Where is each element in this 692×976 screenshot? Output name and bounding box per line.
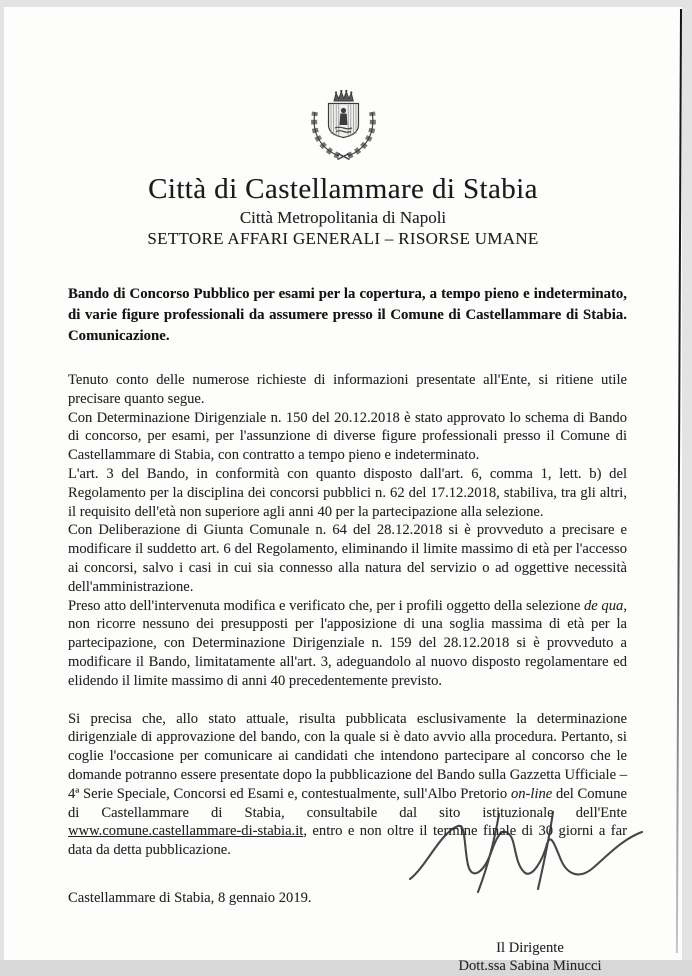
signature-name: Dott.ssa Sabina Minucci: [458, 958, 602, 975]
text-segment: Si precisa che, allo stato attuale, risulta pubblicata esclusivamente la determinazione dirigenziale di approvazione del bando, con la quale si è dato avvio alla procedura. Pertanto, si coglie l'occasione per comunicare ai candidati che intendono partecipare al concorso che le domande potranno essere presentate dopo la pubblicazione del Bando sulla Gazzetta Ufficiale – 4ª Serie Speciale, Concorsi ed Esami e, contestualmente, sull'Albo Pretorio: [68, 710, 627, 802]
text-segment: , non ricorre nessuno dei presupposti per l'apposizione di una soglia massima di età per la partecipazione, con Determinazione Dirigenziale n. 159 del 28.12.2018 si è provveduto a modificare il Bando, limitatamente all'art. 3, adeguandolo al nuovo disposto regolamentare ed elidendo il limite massimo di anni 40 precedentemente previsto.: [68, 597, 627, 689]
website-url: www.comune.castellammare-di-stabia.it: [68, 823, 304, 840]
text-segment: , entro e non oltre il termine finale di 30 giorni a far data da detta pubblicazione.: [68, 823, 627, 859]
latin-phrase-de-qua: de qua: [583, 597, 624, 614]
scanned-document-page: [4, 7, 682, 975]
closing-paragraph: [68, 710, 627, 860]
municipal-coat-of-arms-icon: [291, 87, 396, 169]
place-date-line: Castellammare di Stabia, 8 gennaio 2019.: [68, 889, 312, 906]
paragraph-giunta-64: Con Deliberazione di Giunta Comunale n. 64 del 28.12.2018 si è provveduto a precisare e modificare il suddetto art. 6 del Regolamento, eliminando il limite massimo di età per l'accesso ai concorsi, salvo i casi in cui sia connesso alla natura del servizio o ad oggettive necessità dell'amministrazione.: [68, 522, 627, 595]
on-line-phrase: on-line: [510, 785, 553, 802]
letter-body: [68, 284, 627, 976]
text-segment: del Comune di Castellammare di Stabia, consultabile dal sito istituzionale dell'Ente: [68, 785, 627, 821]
signature-block: [420, 939, 640, 976]
paragraph-determinazione-150: Con Determinazione Dirigenziale n. 150 del 20.12.2018 è stato approvato lo schema di Bando di concorso, per esami, per l'assunzione di diverse figure professionali presso il Comune di Castellammare di Stabia, con contratto a tempo pieno e indeterminato.: [68, 409, 627, 464]
department-line: SETTORE AFFARI GENERALI – RISORSE UMANE: [147, 229, 539, 248]
body-block-1: [68, 371, 627, 691]
body-block-2: [68, 710, 627, 860]
paragraph-art3-bando: L'art. 3 del Bando, in conformità con quanto disposto dall'art. 6, comma 1, lett. b) del Regolamento per la disciplina dei concorsi pubblici n. 62 del 17.12.2018, stabiliva, tra gli altri, il requisito dell'età non superiore agli anni 40 per la partecipazione alla selezione.: [68, 465, 627, 520]
signature-role: Il Dirigente: [496, 939, 564, 956]
city-title: Città di Castellammare di Stabia: [148, 173, 538, 205]
paragraph-determinazione-159: [68, 597, 627, 691]
text-segment: Preso atto dell'intervenuta modifica e verificato che, per i profili oggetto della selezione: [68, 597, 584, 614]
paragraph-premise: Tenuto conto delle numerose richieste di informazioni presentate all'Ente, si ritiene utile precisare quanto segue.: [68, 372, 627, 407]
subject-heading: Bando di Concorso Pubblico per esami per la copertura, a tempo pieno e indeterminato, di varie figure professionali da assumere presso il Comune di Castellammare di Stabia. Comunicazione.: [68, 286, 627, 344]
metropolitan-city-subtitle: Città Metropolitania di Napoli: [239, 208, 447, 227]
